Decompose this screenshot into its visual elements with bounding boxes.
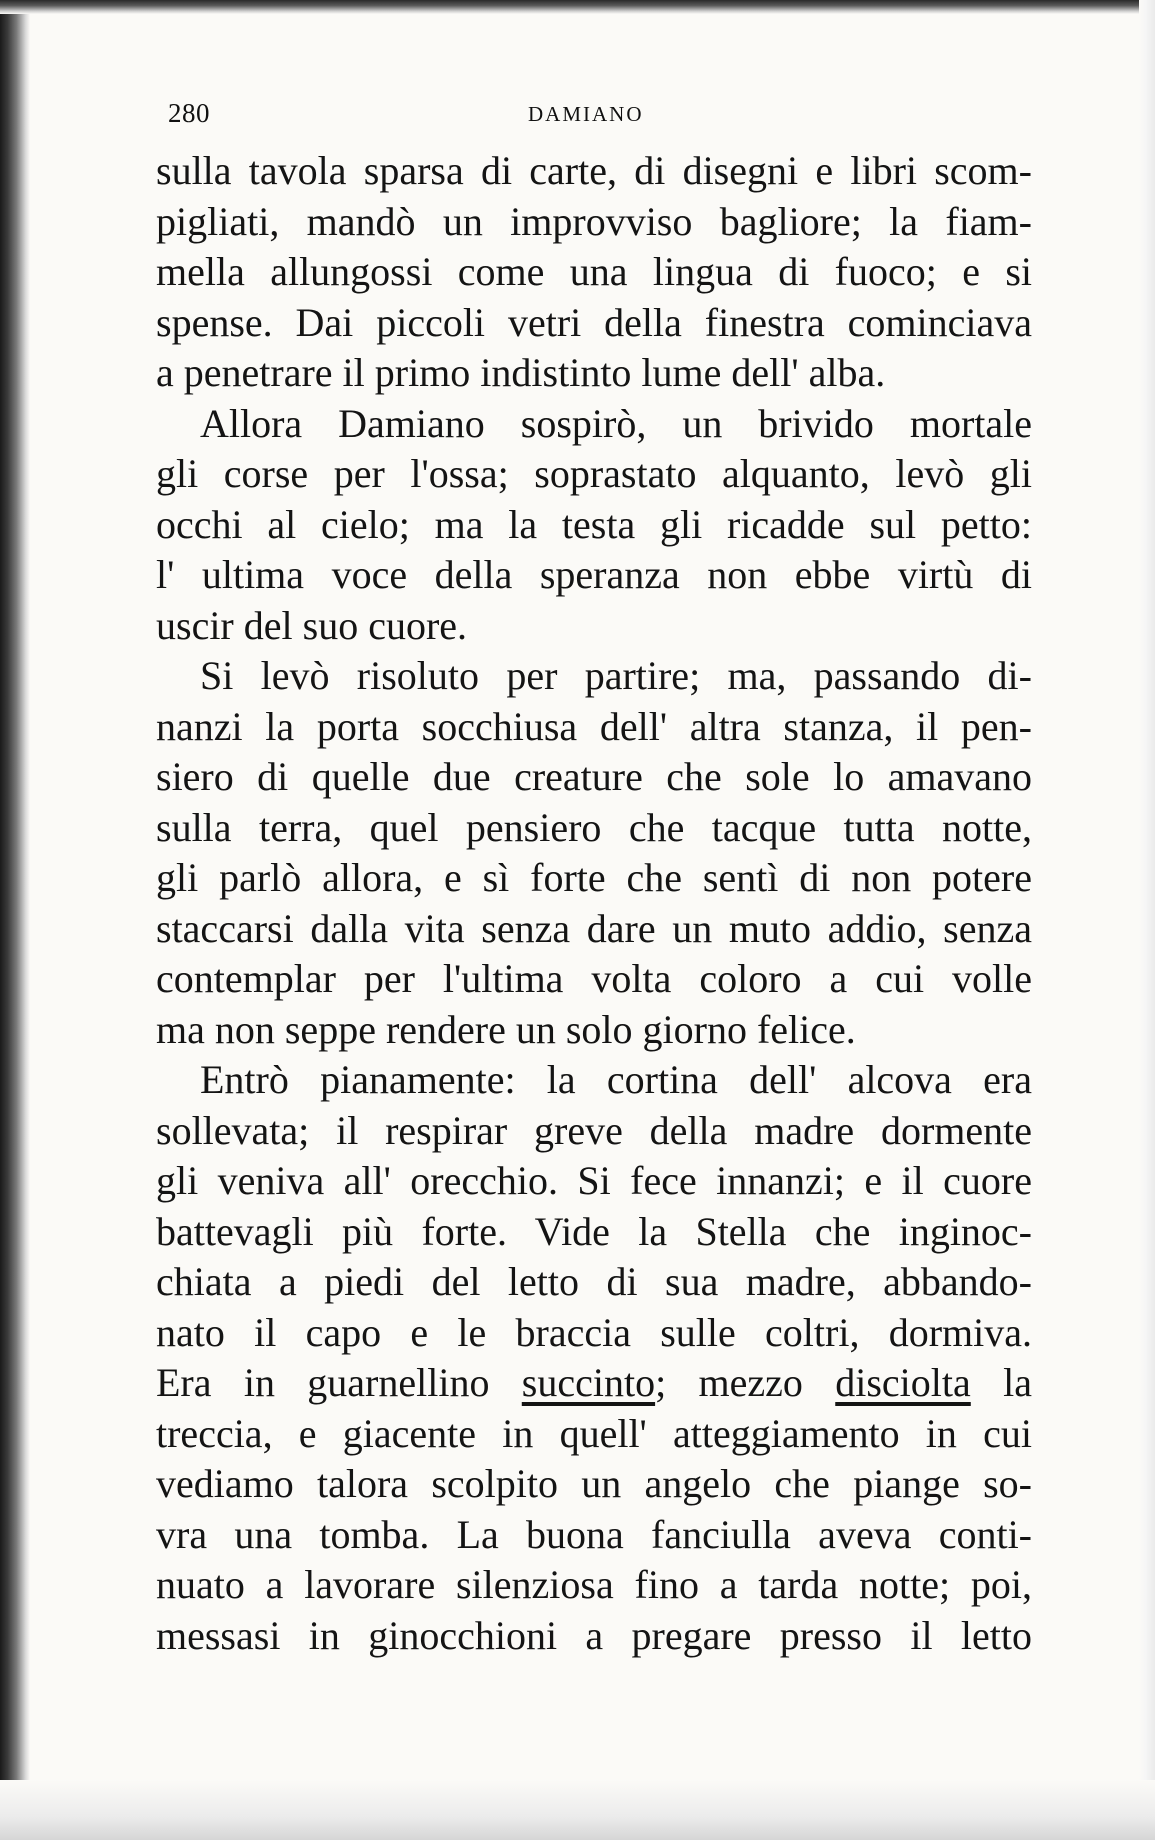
text-line: vediamo talora scolpito un angelo che piange so- [156, 1461, 1032, 1506]
line-segment: ; mezzo [655, 1360, 836, 1405]
text-line: gli corse per l'ossa; soprastato alquanto, levò gli [156, 451, 1032, 496]
text-line: spense. Dai piccoli vetri della finestra cominciava [156, 299, 1032, 345]
text-line: vra una tomba. La buona fanciulla aveva conti- [156, 1511, 1032, 1557]
text-line: sollevata; il respirar greve della madre dormente [156, 1107, 1032, 1153]
page-number: 280 [168, 98, 210, 128]
underlined-word-disciolta: disciolta [835, 1360, 971, 1405]
page-bottom-edge [0, 1780, 1155, 1840]
page-top-edge [0, 0, 1155, 14]
text-line: gli veniva all' orecchio. Si fece innanzi; e il cuore [156, 1158, 1032, 1203]
book-binding-shadow [0, 0, 30, 1840]
text-line: mella allungossi come una lingua di fuoco; e si [156, 249, 1032, 294]
text-line: nato il capo e le braccia sulle coltri, dormiva. [156, 1309, 1032, 1355]
text-line: messasi in ginocchioni a pregare presso il letto [156, 1612, 1032, 1658]
text-line: nanzi la porta socchiusa dell' altra stanza, il pen- [156, 703, 1032, 749]
paragraph-start-line: Entrò pianamente: la cortina dell' alcova era [200, 1057, 1032, 1102]
text-line: contemplar per l'ultima volta coloro a cui volle [156, 956, 1032, 1001]
text-line: siero di quelle due creature che sole lo amavano [156, 754, 1032, 799]
line-segment: la [970, 1360, 1032, 1405]
text-line: pigliati, mandò un improvviso bagliore; la fiam- [156, 198, 1032, 244]
text-line: occhi al cielo; ma la testa gli ricadde sul petto: [156, 501, 1032, 547]
text-line: sulla tavola sparsa di carte, di disegni e libri scom- [156, 148, 1032, 193]
text-line: ma non seppe rendere un solo giorno felice. [156, 1006, 856, 1052]
text-line: nuato a lavorare silenziosa fino a tarda notte; poi, [156, 1562, 1032, 1607]
page-header [168, 98, 1030, 138]
text-line: l' ultima voce della speranza non ebbe virtù di [156, 552, 1032, 597]
text-line: treccia, e giacente in quell' atteggiamento in cui [156, 1410, 1032, 1456]
text-line: a penetrare il primo indistinto lume dell' alba. [156, 350, 886, 395]
body-text [156, 146, 1032, 1661]
paragraph-start-line: Allora Damiano sospirò, un brivido mortale [200, 400, 1032, 446]
text-line: chiata a piedi del letto di sua madre, abbando- [156, 1259, 1032, 1304]
text-line: uscir del suo cuore. [156, 602, 468, 648]
text-line: sulla terra, quel pensiero che tacque tutta notte, [156, 804, 1032, 850]
text-line-underlined-words [156, 1358, 1032, 1409]
underlined-word-succinto: succinto [521, 1360, 656, 1405]
page-right-edge [1139, 0, 1155, 1840]
text-line: staccarsi dalla vita senza dare un muto addio, senza [156, 905, 1032, 951]
text-line: battevagli più forte. Vide la Stella che inginoc- [156, 1208, 1032, 1254]
text-line: gli parlò allora, e sì forte che sentì di non potere [156, 855, 1032, 900]
running-head: DAMIANO [528, 102, 644, 126]
paragraph-start-line: Si levò risoluto per partire; ma, passando di- [200, 653, 1032, 698]
line-segment: Era in guarnellino [156, 1360, 522, 1405]
